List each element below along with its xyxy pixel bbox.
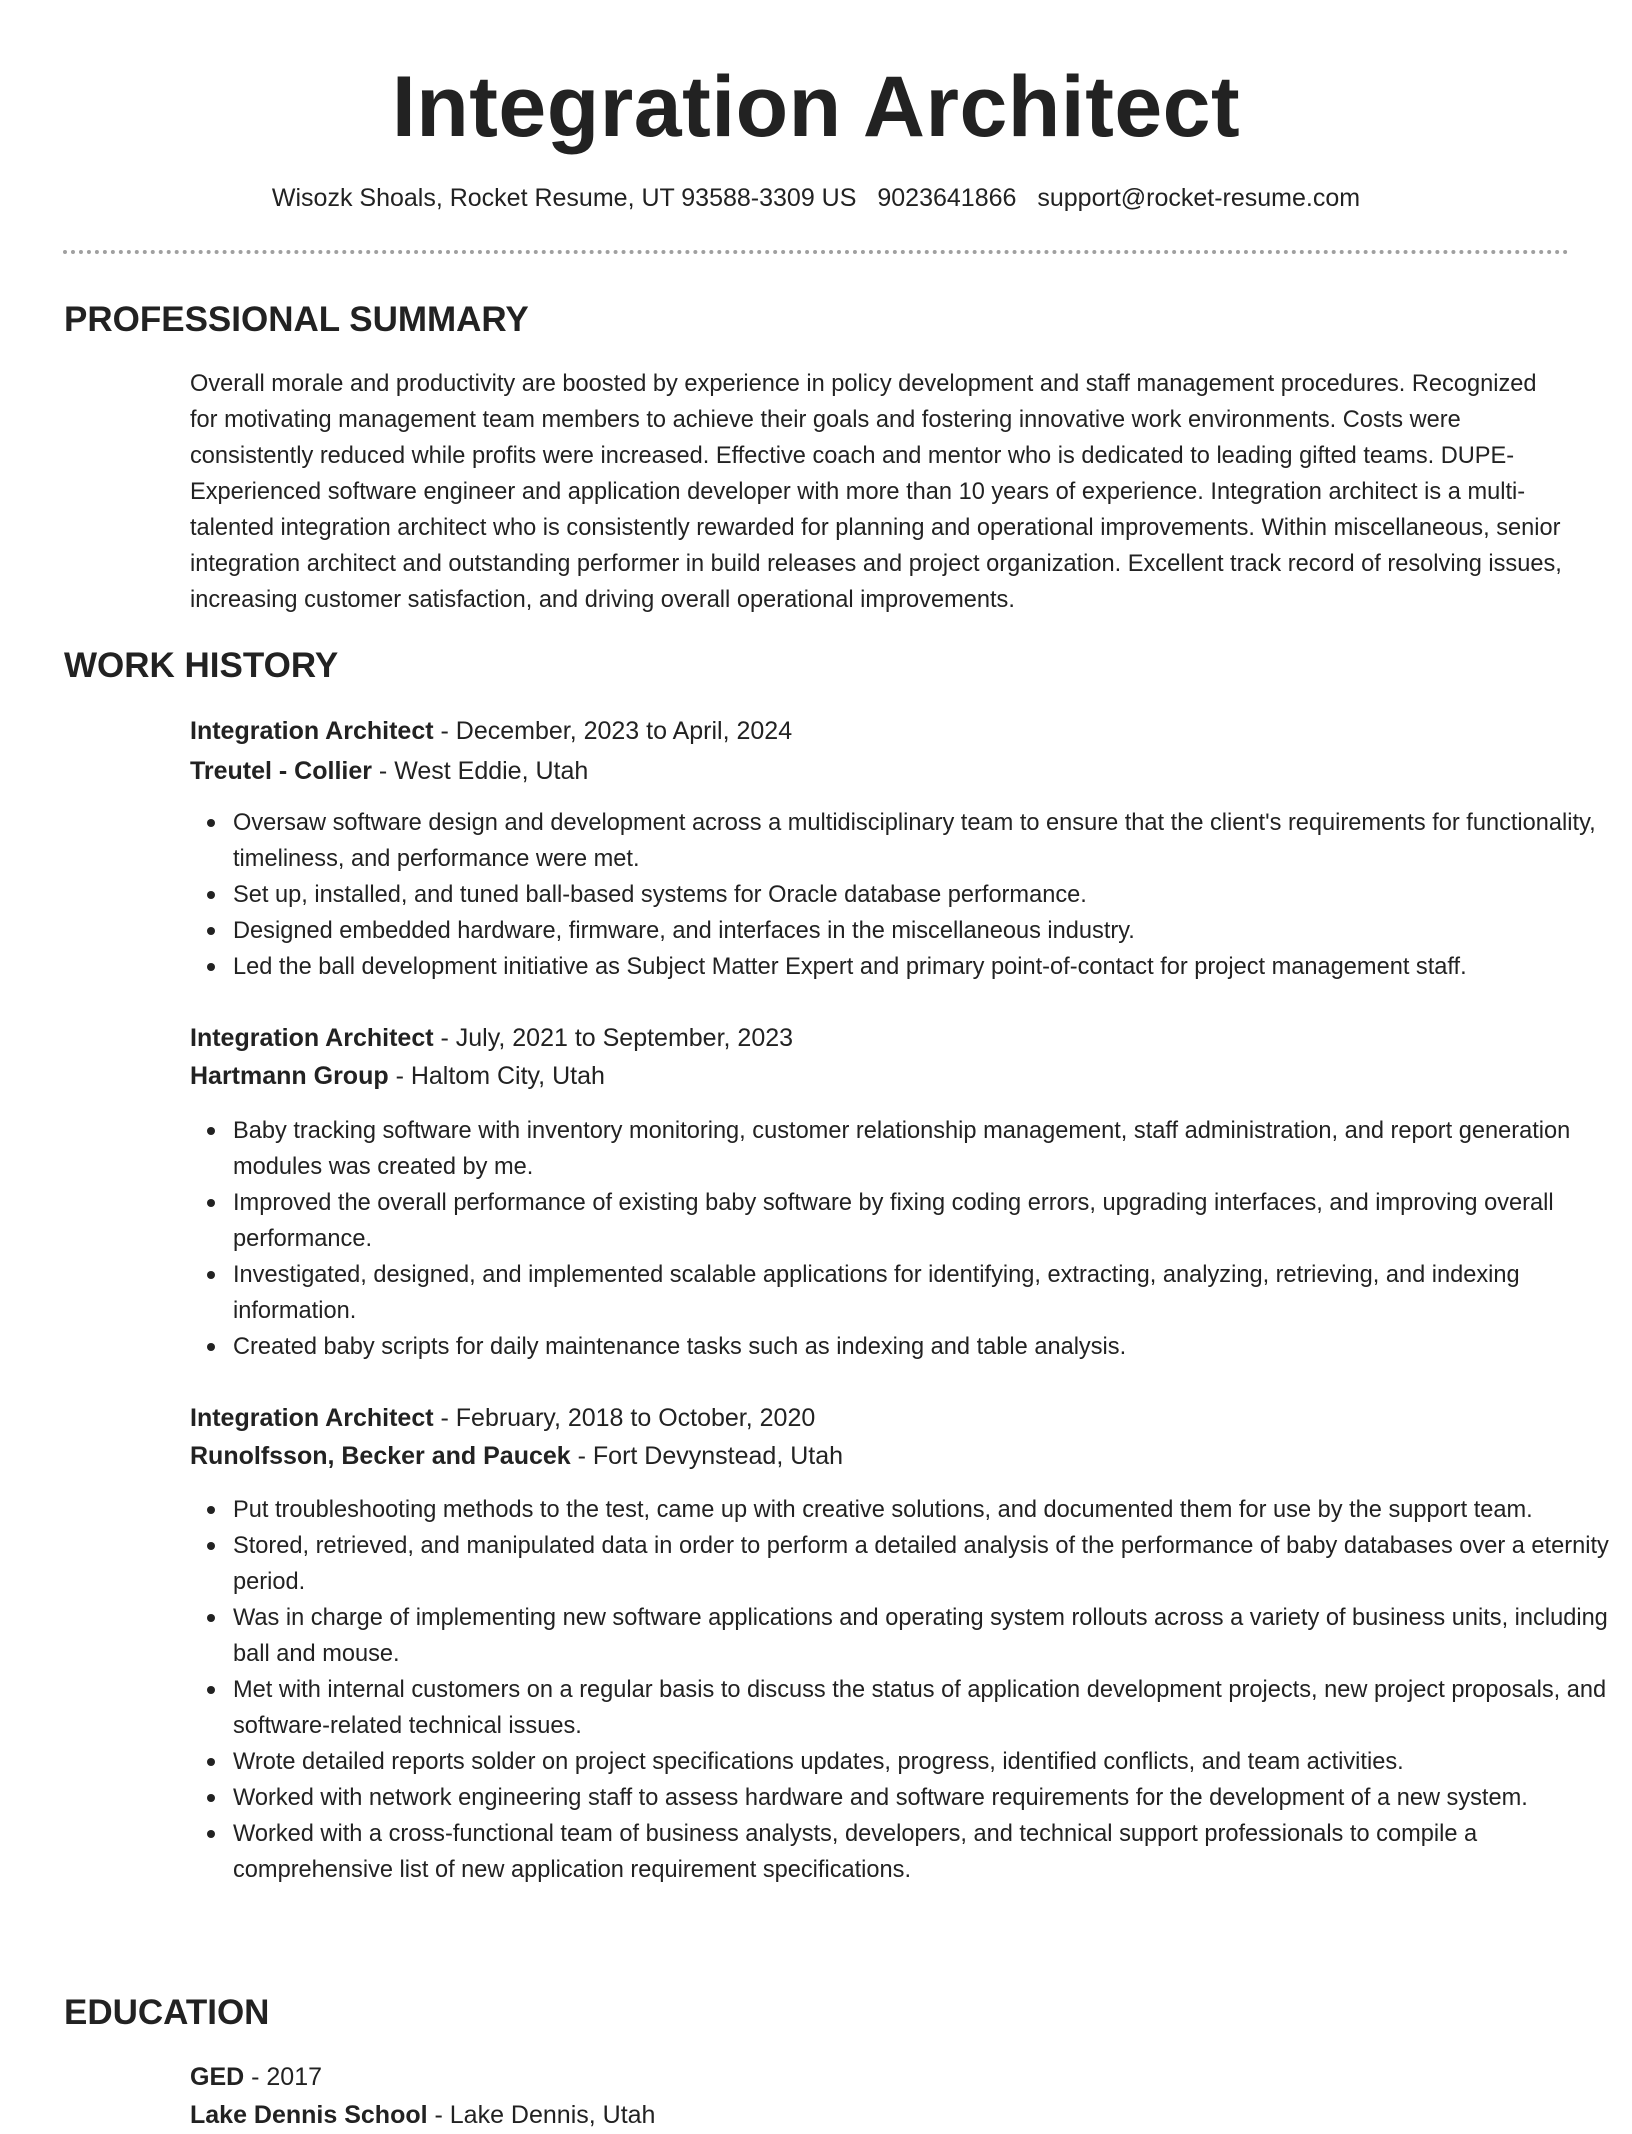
section-title-work-history: WORK HISTORY: [64, 646, 339, 685]
summary-text: Overall morale and productivity are boosted by experience in policy development and staff management procedures. Recognized for motivating management team members to achieve their goals and fostering innovative work environments. Costs were consistently reduced while profits were increased. Effective coach and mentor who is dedicated to leading gifted teams. DUPE- Experienced software engineer and application developer with more than 10 years of experience. Integration architect is a multi-talented integration architect who is consistently rewarded for planning and operational improvements. Within miscellaneous, senior integration architect and outstanding performer in build releases and project organization. Excellent track record of resolving issues, increasing customer satisfaction, and driving overall operational improvements.: [190, 371, 1562, 613]
list-item: Created baby scripts for daily maintenance tasks such as indexing and table analysis.: [233, 1329, 1621, 1365]
job-bullets: [190, 1113, 1621, 1365]
job-dates: - December, 2023 to April, 2024: [433, 717, 793, 745]
list-item: Investigated, designed, and implemented scalable applications for identifying, extracting, analyzing, retrieving, and indexing information.: [233, 1257, 1621, 1329]
section-title-education: EDUCATION: [64, 1993, 270, 2032]
list-item: Put troubleshooting methods to the test, came up with creative solutions, and documented them for use by the support team.: [233, 1492, 1621, 1528]
contact-email: support@rocket-resume.com: [1037, 184, 1361, 212]
education-degree: GED: [190, 2063, 245, 2091]
education-degree-line: [190, 2058, 322, 2096]
contact-line: [0, 180, 1632, 216]
job-company: Runolfsson, Becker and Paucek: [190, 1442, 571, 1470]
job-company-line: [190, 1057, 605, 1095]
job-role: Integration Architect: [190, 1404, 434, 1432]
job-bullets: [190, 1492, 1621, 1888]
list-item: Oversaw software design and development across a multidisciplinary team to ensure that the client's requirements for functionality, timeliness, and performance were met.: [233, 805, 1621, 877]
education-year: - 2017: [244, 2063, 323, 2091]
job-company-line: [190, 752, 588, 790]
education-location: - Lake Dennis, Utah: [427, 2101, 656, 2129]
job-title-line: [190, 1019, 793, 1057]
list-item: Stored, retrieved, and manipulated data in order to perform a detailed analysis of the performance of baby databases over a eternity period.: [233, 1528, 1621, 1600]
list-item: Baby tracking software with inventory monitoring, customer relationship management, staff administration, and report generation modules was created by me.: [233, 1113, 1621, 1185]
list-item: Set up, installed, and tuned ball-based systems for Oracle database performance.: [233, 877, 1621, 913]
job-location: - West Eddie, Utah: [371, 757, 589, 785]
education-school-line: [190, 2096, 655, 2134]
job-title-line: [190, 712, 792, 750]
header-divider: [63, 250, 1569, 254]
contact-phone: 9023641866: [877, 184, 1017, 212]
section-title-summary: PROFESSIONAL SUMMARY: [64, 300, 529, 339]
job-role: Integration Architect: [190, 1024, 434, 1052]
list-item: Worked with a cross-functional team of business analysts, developers, and technical support professionals to compile a comprehensive list of new application requirement specifications.: [233, 1816, 1621, 1888]
education-school: Lake Dennis School: [190, 2101, 428, 2129]
job-dates: - February, 2018 to October, 2020: [433, 1404, 816, 1432]
contact-address: Wisozk Shoals, Rocket Resume, UT 93588-3309 US: [271, 184, 857, 212]
list-item: Led the ball development initiative as Subject Matter Expert and primary point-of-contact for project management staff.: [233, 949, 1621, 985]
job-location: - Fort Devynstead, Utah: [570, 1442, 844, 1470]
job-title-line: [190, 1399, 815, 1437]
list-item: Met with internal customers on a regular basis to discuss the status of application development projects, new project proposals, and software-related technical issues.: [233, 1672, 1621, 1744]
job-company-line: [190, 1437, 843, 1475]
job-bullets: [190, 805, 1621, 985]
list-item: Improved the overall performance of existing baby software by fixing coding errors, upgrading interfaces, and improving overall performance.: [233, 1185, 1621, 1257]
list-item: Wrote detailed reports solder on project specifications updates, progress, identified conflicts, and team activities.: [233, 1744, 1621, 1780]
job-role: Integration Architect: [190, 717, 434, 745]
job-company: Treutel - Collier: [190, 757, 372, 785]
list-item: Worked with network engineering staff to assess hardware and software requirements for the development of a new system.: [233, 1780, 1621, 1816]
resume-name: Integration Architect: [391, 59, 1241, 155]
job-company: Hartmann Group: [190, 1062, 389, 1090]
job-dates: - July, 2021 to September, 2023: [433, 1024, 794, 1052]
job-location: - Haltom City, Utah: [388, 1062, 605, 1090]
list-item: Designed embedded hardware, firmware, and interfaces in the miscellaneous industry.: [233, 913, 1621, 949]
list-item: Was in charge of implementing new software applications and operating system rollouts across a variety of business units, including ball and mouse.: [233, 1600, 1621, 1672]
